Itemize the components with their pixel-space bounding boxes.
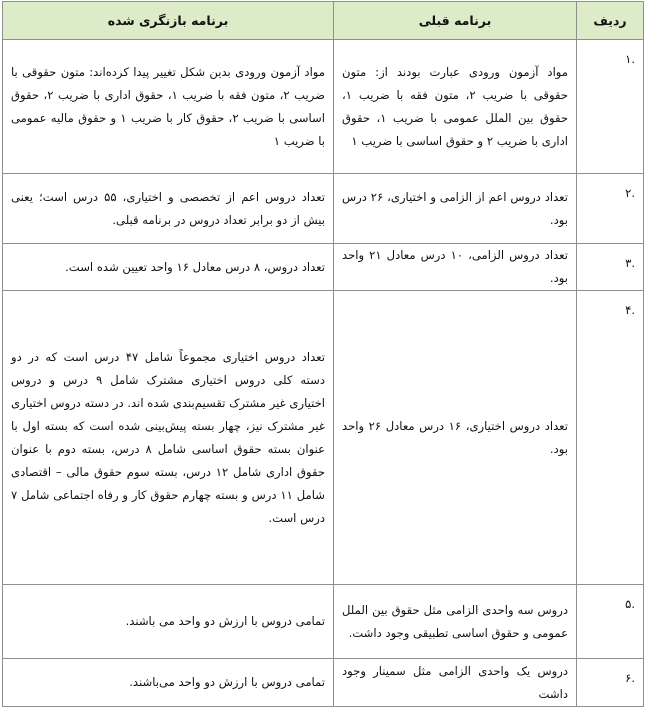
previous-program-cell: مواد آزمون ورودی عبارت بودند از: متون حقوقی با ضریب ۲، متون فقه با ضریب ۱، حقوق بین الملل عمومی با ضریب ۱، حقوق اداری با ضریب ۲ و حقوق اساسی با ضریب ۱ xyxy=(334,40,577,174)
previous-program-cell: دروس سه واحدی الزامی مثل حقوق بین الملل عمومی و حقوق اساسی تطبیقی وجود داشت. xyxy=(334,585,577,659)
row-number: .۴ xyxy=(577,291,644,585)
row-number: .۳ xyxy=(577,244,644,291)
revised-program-cell: تمامی دروس با ارزش دو واحد می‌باشند. xyxy=(3,659,334,707)
row-number: .۱ xyxy=(577,40,644,174)
revised-program-cell: تعداد دروس، ۸ درس معادل ۱۶ واحد تعیین شده است. xyxy=(3,244,334,291)
revised-program-cell: تعداد دروس اختیاری مجموعاً شامل ۴۷ درس است که در دو دسته کلی دروس اختیاری مشترک شامل ۹ درس و دروس اختیاری غیر مشترک تقسیم‌بندی شده اند. در دسته دروس اختیاری غیر مشترک نیز، چهار بسته پیش‌بینی شده است که بسته اول با عنوان بسته حقوق اساسی شامل ۸ درس، بسته دوم با عنوان حقوق اداری شامل ۱۲ درس، بسته سوم حقوق مالی – اقتصادی شامل ۱۱ درس و بسته چهارم حقوق کار و رفاه اجتماعی شامل ۷ درس است. xyxy=(3,291,334,585)
row-number: .۵ xyxy=(577,585,644,659)
header-row xyxy=(3,2,644,40)
row-number: .۲ xyxy=(577,174,644,244)
table-row xyxy=(3,40,644,174)
table-row xyxy=(3,585,644,659)
table-row xyxy=(3,174,644,244)
table-row xyxy=(3,659,644,707)
previous-program-cell: تعداد دروس اعم از الزامی و اختیاری، ۲۶ درس بود. xyxy=(334,174,577,244)
revised-program-cell: مواد آزمون ورودی بدین شکل تغییر پیدا کرده‌اند: متون حقوقی با ضریب ۲، متون فقه با ضریب ۱، حقوق اداری با ضریب ۲، حقوق اساسی با ضریب ۲، حقوق کار با ضریب ۱ و حقوق مالیه عمومی با ضریب ۱ xyxy=(3,40,334,174)
table-row xyxy=(3,244,644,291)
previous-program-cell: دروس یک واحدی الزامی مثل سمینار وجود داشت xyxy=(334,659,577,707)
revised-program-cell: تمامی دروس با ارزش دو واحد می باشند. xyxy=(3,585,334,659)
revised-program-cell: تعداد دروس اعم از تخصصی و اختیاری، ۵۵ درس است؛ یعنی بیش از دو برابر تعداد دروس در برنامه قبلی. xyxy=(3,174,334,244)
row-number: .۶ xyxy=(577,659,644,707)
header-revised-program: برنامه بازنگری شده xyxy=(3,2,334,40)
previous-program-cell: تعداد دروس اختیاری، ۱۶ درس معادل ۲۶ واحد بود. xyxy=(334,291,577,585)
table-row xyxy=(3,291,644,585)
header-number: ردیف xyxy=(577,2,644,40)
previous-program-cell: تعداد دروس الزامی، ۱۰ درس معادل ۲۱ واحد بود. xyxy=(334,244,577,291)
header-previous-program: برنامه قبلی xyxy=(334,2,577,40)
comparison-table xyxy=(2,1,644,707)
